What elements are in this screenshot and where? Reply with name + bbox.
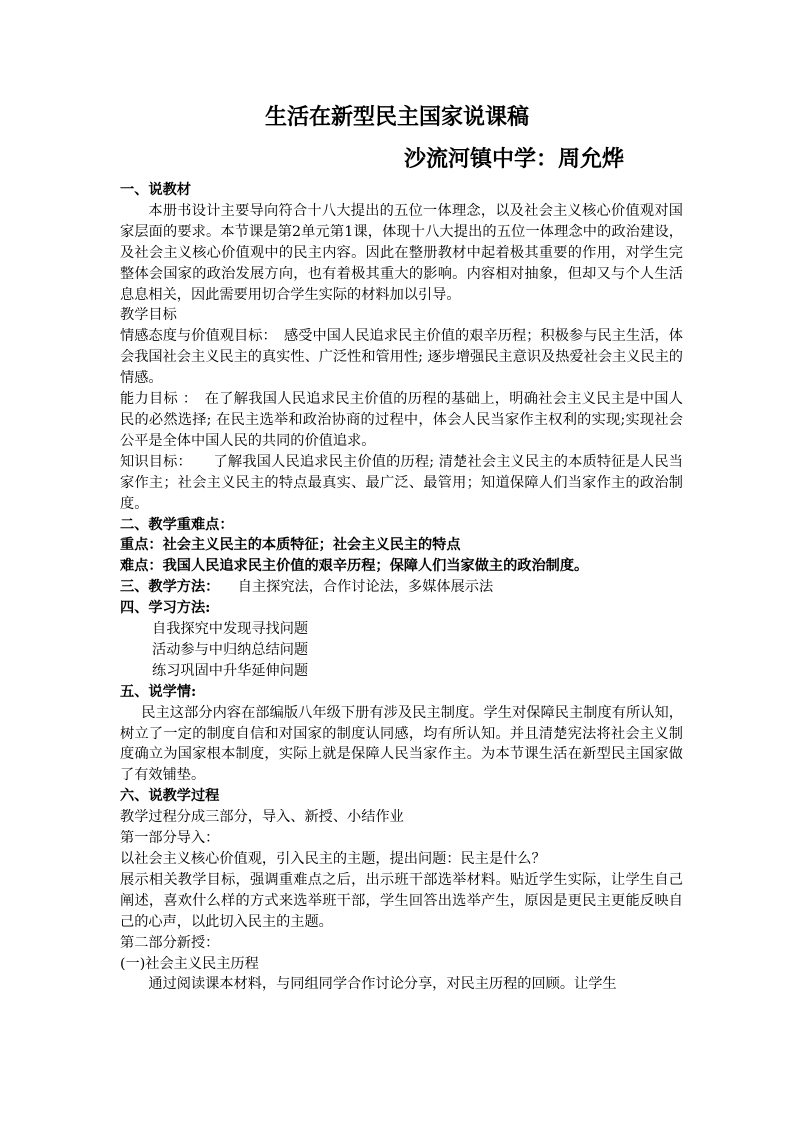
section-heading-student-analysis: 五、说学情: — [120, 683, 197, 700]
paragraph-part-one-line1: 以社会主义核心价值观，引入民主的主题，提出问题：民主是什么？ — [120, 851, 546, 867]
paragraph-goal-emotion: 情感态度与价值观目标： 感受中国人民追求民主价值的艰辛历程；积极参与民主生活，体会我国社会主义民主的真实性、广泛性和管用性; 逐步增强民主意识及热爱社会主义民主的情感。 — [120, 328, 683, 387]
paragraph-key-point: 重点：社会主义民主的本质特征；社会主义民主的特点 — [120, 537, 461, 554]
heading-part-one: 第一部分导入： — [120, 830, 220, 847]
section-heading-teaching-methods: 三、教学方法： — [120, 579, 220, 596]
paragraph-goal-ability: 能力目标 ： 在了解我国人民追求民主价值的历程的基础上，明确社会主义民主是中国人民的必然选择; 在民主选举和政治协商的过程中，体会人民当家作主权利的实现;实现社会公平是全体中国人民的共同的价值追求。 — [120, 391, 683, 449]
paragraph-student-analysis: 民主这部分内容在部编版八年级下册有涉及民主制度。学生对保障民主制度有所认知，树立了一定的制度自信和对国家的制度认同感，均有所认知。并且清楚宪法将社会主义制度确立为国家根本制度，实际上就是保障人民当家作主。为本节课生活在新型民主国家做了有效铺垫。 — [120, 704, 683, 784]
section-heading-teaching-material: 一、说教材 — [120, 182, 191, 198]
learning-method-item: 自我探究中发现寻找问题 — [152, 621, 309, 638]
document-author: 沙流河镇中学：周允烨 — [404, 146, 625, 172]
subheading-democracy-history: (一)社会主义民主历程 — [120, 955, 259, 972]
teaching-methods-text: 自主探究法，合作讨论法，多媒体展示法 — [237, 579, 494, 596]
paragraph-part-two: 通过阅读课本材料，与同组同学合作讨论分享，对民主历程的回顾。让学生 — [148, 976, 617, 993]
paragraph-teaching-material: 本册书设计主要导向符合十八大提出的五位一体理念，以及社会主义核心价值观对国家层面的要求。本节课是第2单元第1课，体现十八大提出的五位一体理念中的政治建设，及社会主义核心价值观中的民主内容。因此在整册教材中起着极其重要的作用，对学生完整体会国家的政治发展方向，也有着极其重大的影响。内容相对抽象，但却又与个人生活息息相关，因此需要用切合学生实际的材料加以引导。 — [120, 202, 683, 303]
section-heading-learning-methods: 四、学习方法: — [120, 600, 211, 617]
learning-method-item: 练习巩固中升华延伸问题 — [152, 662, 309, 679]
heading-part-two: 第二部分新授： — [120, 934, 220, 951]
paragraph-process-intro: 教学过程分成三部分，导入、新授、小结作业 — [120, 809, 404, 826]
learning-method-item: 活动参与中归纳总结问题 — [152, 641, 309, 658]
section-heading-teaching-process: 六、说教学过程 — [120, 788, 220, 805]
paragraph-part-one-line2: 展示相关教学目标，强调重难点之后，出示班干部选举材料。贴近学生实际，让学生自己阐述，喜欢什么样的方式来选举班干部，学生回答出选举产生，原因是更民主更能反映自己的心声，以此切入民主的主题。 — [120, 871, 683, 930]
paragraph-goal-knowledge: 知识目标： 了解我国人民追求民主价值的历程; 清楚社会主义民主的本质特征是人民当家作主；社会主义民主的特点最真实、最广泛、最管用；知道保障人们当家作主的政治制度。 — [120, 453, 683, 512]
paragraph-difficult-point: 难点：我国人民追求民主价值的艰辛历程；保障人们当家做主的政治制度。 — [120, 558, 589, 575]
document-body — [120, 180, 683, 995]
heading-teaching-goals: 教学目标 — [120, 307, 177, 324]
document-title: 生活在新型民主国家说课稿 — [264, 104, 529, 130]
section-teaching-methods — [120, 577, 683, 598]
section-heading-key-points: 二、教学重难点： — [120, 516, 234, 533]
